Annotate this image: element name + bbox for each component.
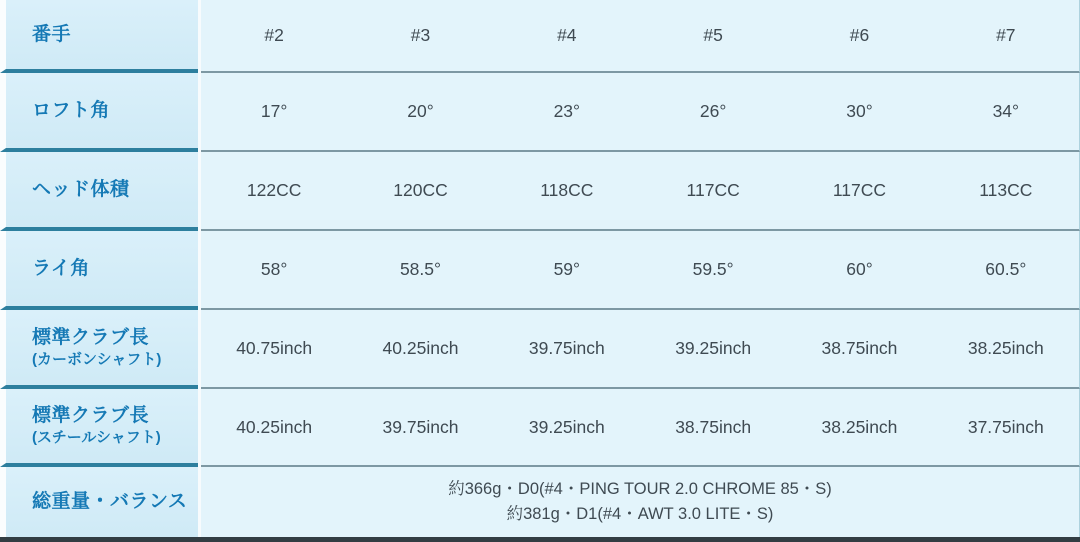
- club-length-carbon-cell: 40.75inch: [236, 338, 313, 358]
- row-header-label: ロフト角: [32, 99, 111, 121]
- row-values-club-length-carbon: [201, 310, 1080, 389]
- loft-angle-cell: 34°: [992, 101, 1020, 121]
- row-header-lie-angle: [0, 231, 198, 310]
- club-length-carbon-cell: 40.25inch: [382, 338, 459, 358]
- row-header-sublabel: (スチールシャフト): [32, 429, 161, 447]
- head-volume-cell: 120CC: [393, 180, 448, 200]
- head-volume-cell: 113CC: [979, 180, 1033, 200]
- head-volume-cell: 118CC: [540, 180, 594, 200]
- lie-angle-cell: 58°: [260, 259, 288, 279]
- row-header-label: 標準クラブ長: [32, 326, 150, 348]
- club-length-steel-cell: 38.25inch: [821, 416, 898, 437]
- row-header-sublabel: (カーボンシャフト): [32, 350, 162, 368]
- row-header-club-number: [0, 0, 198, 73]
- row-header-label: ライ角: [32, 257, 90, 279]
- row-header-label: 番手: [32, 23, 72, 45]
- table-bottom-rule: [0, 537, 1080, 542]
- club-length-steel-cell: 39.25inch: [528, 416, 605, 437]
- club-length-steel-cell: 40.25inch: [236, 416, 313, 437]
- club-length-steel-cell: 37.75inch: [967, 416, 1044, 437]
- club-number-cell: #2: [264, 25, 284, 45]
- table-row-total-weight-balance: [0, 467, 1080, 537]
- weight-balance-line-1: 約366g・D0(#4・PING TOUR 2.0 CHROME 85・S): [448, 480, 832, 499]
- row-header-label: 標準クラブ長: [32, 405, 150, 427]
- table-row-loft-angle: [0, 73, 1080, 152]
- table-row-club-length-carbon: [0, 310, 1080, 389]
- row-values-club-length-steel: [201, 389, 1080, 467]
- row-values-head-volume: [201, 152, 1080, 231]
- row-values-lie-angle: [201, 231, 1080, 310]
- club-length-steel-cell: 39.75inch: [382, 416, 459, 437]
- club-length-carbon-cell: 39.25inch: [675, 338, 752, 358]
- row-header-label: ヘッド体積: [32, 178, 130, 200]
- head-volume-cell: 122CC: [246, 180, 302, 200]
- club-length-steel-cell: 38.75inch: [675, 416, 752, 437]
- row-header-head-volume: [0, 152, 198, 231]
- loft-angle-cell: 30°: [846, 101, 873, 121]
- lie-angle-cell: 58.5°: [399, 259, 442, 279]
- lie-angle-cell: 60.5°: [985, 259, 1027, 279]
- row-header-total-weight-balance: [0, 467, 198, 537]
- club-number-cell: #3: [410, 25, 431, 45]
- table-row-lie-angle: [0, 231, 1080, 310]
- lie-angle-cell: 59.5°: [692, 259, 734, 279]
- club-number-cell: #4: [557, 25, 577, 45]
- row-header-club-length-carbon: [0, 310, 198, 389]
- row-values-total-weight-balance: [201, 467, 1080, 537]
- row-values-loft-angle: [201, 73, 1080, 152]
- table-row-head-volume: [0, 152, 1080, 231]
- table-row-club-number: [0, 0, 1080, 73]
- head-volume-cell: 117CC: [832, 180, 887, 200]
- head-volume-cell: 117CC: [686, 180, 740, 200]
- lie-angle-cell: 59°: [553, 259, 581, 279]
- lie-angle-cell: 60°: [846, 259, 873, 279]
- weight-balance-line-2: 約381g・D1(#4・AWT 3.0 LITE・S): [506, 505, 774, 523]
- loft-angle-cell: 23°: [553, 101, 581, 121]
- row-header-label: 総重量・バランス: [32, 491, 188, 513]
- table-row-club-length-steel: [0, 389, 1080, 467]
- row-header-loft-angle: [0, 73, 198, 152]
- loft-angle-cell: 26°: [699, 101, 727, 121]
- club-number-cell: #6: [849, 25, 870, 45]
- club-length-carbon-cell: 38.25inch: [967, 338, 1044, 358]
- club-number-cell: #5: [703, 25, 723, 45]
- club-length-carbon-cell: 38.75inch: [821, 338, 898, 358]
- row-header-club-length-steel: [0, 389, 198, 467]
- loft-angle-cell: 17°: [260, 101, 288, 121]
- club-length-carbon-cell: 39.75inch: [528, 338, 605, 358]
- club-number-cell: #7: [996, 25, 1016, 45]
- row-values-club-number: [201, 0, 1080, 73]
- loft-angle-cell: 20°: [407, 101, 434, 121]
